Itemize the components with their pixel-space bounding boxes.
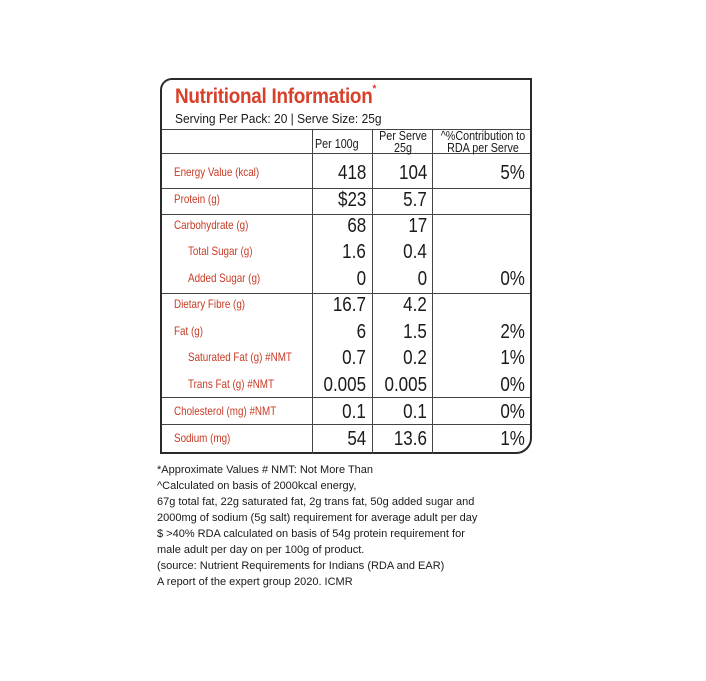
header-rda: ^%Contribution to RDA per Serve xyxy=(440,129,526,155)
row-fat-serve: 1.5 xyxy=(403,321,427,343)
serving-info: Serving Per Pack: 20 | Serve Size: 25g xyxy=(175,111,382,126)
row-energy-serve: 104 xyxy=(398,162,427,184)
row-sodium-label: Sodium (mg) xyxy=(174,431,231,445)
footnote-line: *Approximate Values # NMT: Not More Than xyxy=(157,464,374,476)
column-divider xyxy=(372,129,373,454)
row-saturated-fat-serve: 0.2 xyxy=(403,347,427,369)
row-protein-label: Protein (g) xyxy=(174,192,220,206)
row-cholesterol-rda: 0% xyxy=(500,401,525,423)
row-trans-fat-rda: 0% xyxy=(500,374,525,396)
row-fibre-per100: 16.7 xyxy=(332,294,366,316)
row-sodium-per100: 54 xyxy=(347,428,366,450)
footnote-line: 67g total fat, 22g saturated fat, 2g trans fat, 50g added sugar and xyxy=(157,496,475,508)
row-energy-label: Energy Value (kcal) xyxy=(174,165,260,179)
row-saturated-fat-rda: 1% xyxy=(500,347,525,369)
row-carbohydrate-serve: 17 xyxy=(408,215,427,237)
row-total-sugar-label: Total Sugar (g) xyxy=(188,244,253,258)
row-cholesterol-label: Cholesterol (mg) #NMT xyxy=(174,404,277,418)
row-added-sugar-serve: 0 xyxy=(417,268,427,290)
divider-line xyxy=(162,214,530,215)
row-trans-fat-serve: 0.005 xyxy=(384,374,427,396)
divider-line xyxy=(162,424,530,425)
title-asterisk: * xyxy=(372,83,377,95)
row-sodium-rda: 1% xyxy=(500,428,525,450)
row-fibre-label: Dietary Fibre (g) xyxy=(174,297,246,311)
row-sodium-serve: 13.6 xyxy=(393,428,427,450)
row-protein-serve: 5.7 xyxy=(403,189,427,211)
row-fibre-serve: 4.2 xyxy=(403,294,427,316)
row-total-sugar-serve: 0.4 xyxy=(403,241,427,263)
row-carbohydrate-label: Carbohydrate (g) xyxy=(174,218,249,232)
row-fat-per100: 6 xyxy=(356,321,366,343)
row-total-sugar-per100: 1.6 xyxy=(342,241,366,263)
row-trans-fat-per100: 0.005 xyxy=(323,374,366,396)
row-cholesterol-per100: 0.1 xyxy=(342,401,366,423)
footnote-line: 2000mg of sodium (5g salt) requirement for average adult per day xyxy=(157,512,478,524)
row-trans-fat-label: Trans Fat (g) #NMT xyxy=(188,377,275,391)
row-protein-per100: $23 xyxy=(337,189,366,211)
column-divider xyxy=(432,129,433,454)
row-added-sugar-per100: 0 xyxy=(356,268,366,290)
nutrition-panel xyxy=(160,78,532,454)
row-added-sugar-label: Added Sugar (g) xyxy=(188,271,261,285)
header-per-serve: Per Serve 25g xyxy=(379,129,427,155)
footnote-line: $ >40% RDA calculated on basis of 54g protein requirement for xyxy=(157,528,465,540)
row-added-sugar-rda: 0% xyxy=(500,268,525,290)
divider-line xyxy=(162,397,530,398)
row-fat-label: Fat (g) xyxy=(174,324,203,338)
footnote-line: A report of the expert group 2020. ICMR xyxy=(157,576,353,588)
panel-title: Nutritional Information* xyxy=(175,83,377,108)
row-cholesterol-serve: 0.1 xyxy=(403,401,427,423)
header-per100g: Per 100g xyxy=(315,137,359,151)
footnote-line: male adult per day on per 100g of product. xyxy=(157,544,365,556)
footnote-line: ^Calculated on basis of 2000kcal energy, xyxy=(157,480,357,492)
column-divider xyxy=(312,129,313,454)
row-saturated-fat-per100: 0.7 xyxy=(342,347,366,369)
row-energy-rda: 5% xyxy=(500,162,525,184)
row-energy-per100: 418 xyxy=(337,162,366,184)
row-saturated-fat-label: Saturated Fat (g) #NMT xyxy=(188,350,292,364)
row-fat-rda: 2% xyxy=(500,321,525,343)
footnote-line: (source: Nutrient Requirements for Indians (RDA and EAR) xyxy=(157,560,445,572)
row-carbohydrate-per100: 68 xyxy=(347,215,366,237)
